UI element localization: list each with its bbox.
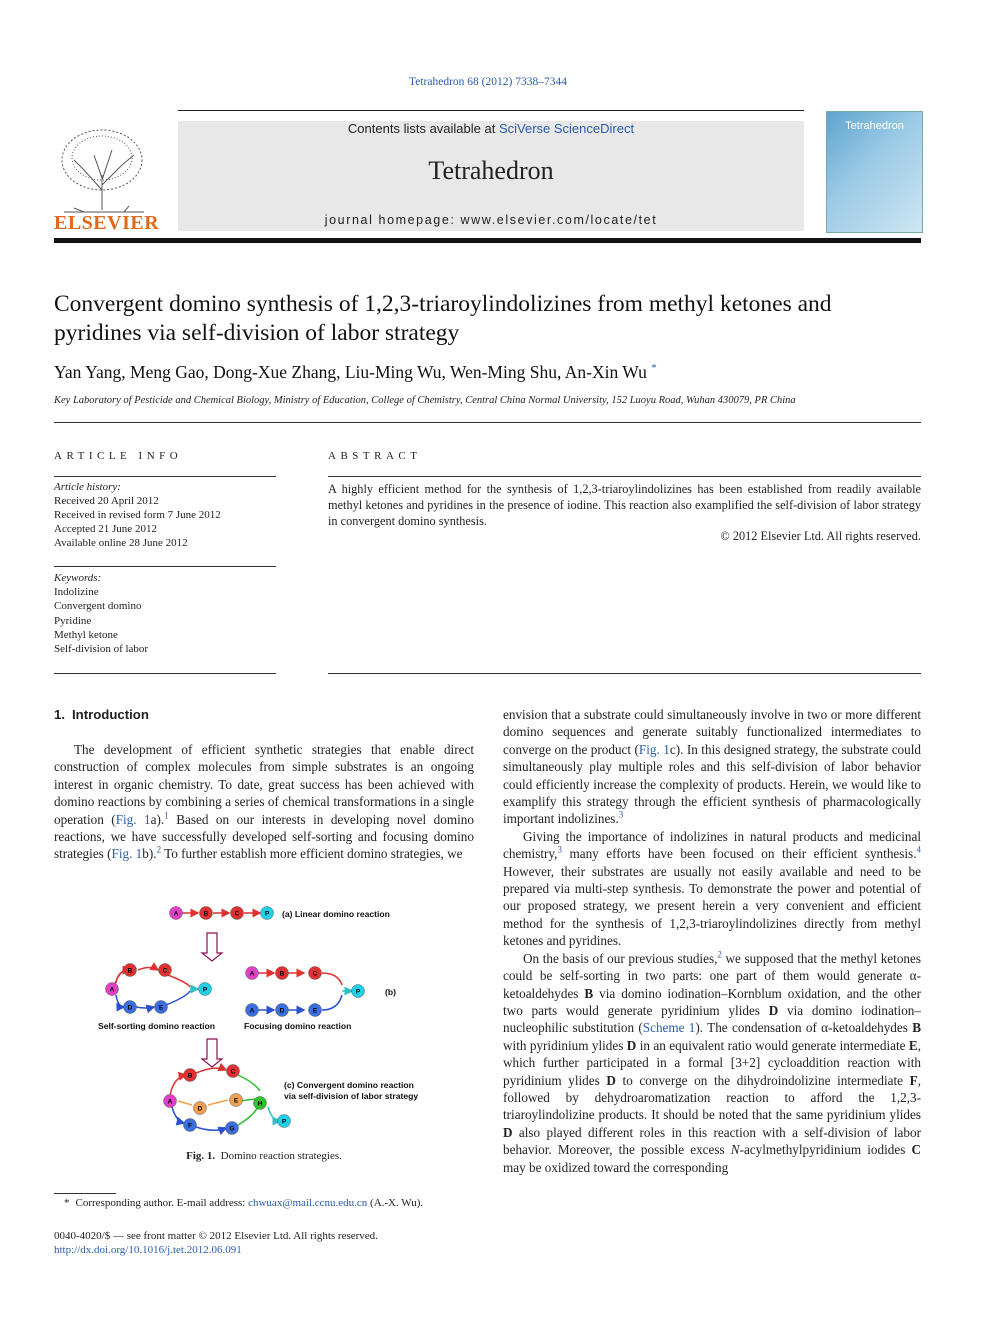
node-label: A bbox=[109, 986, 115, 994]
citation-ref[interactable]: 1 bbox=[164, 810, 169, 821]
keyword: Convergent domino bbox=[54, 600, 142, 613]
text-run: c). In this designed strategy, the substrate could simultaneously play multiple roles and this self-division of labor behavior could efficiently increase the complexity of products. Herein, we would like to examplify this strategy through the efficient synthesis of pharmacologically important indolizines. bbox=[503, 741, 922, 827]
label-b: (b) bbox=[385, 987, 396, 997]
history-item: Received 20 April 2012 bbox=[54, 495, 159, 508]
text-run: The development of efficient synthetic strategies that enable direct construction of complex molecules from simple substrates is an ongoing interest in organic chemistry. To date, great success has been achieved with domino reactions by combining a series of chemical transformations in a single operation ( bbox=[54, 742, 474, 827]
doi-link[interactable]: http://dx.doi.org/10.1016/j.tet.2012.06.091 bbox=[54, 1244, 242, 1256]
abstract-text: A highly efficient method for the synthesis of 1,2,3-triaroylindolizines has been established from readily available methyl ketones and pyridines in the presence of iodine. This reaction also examplified the self-division of labor strategy in convergent domino synthesis. bbox=[328, 482, 921, 528]
node-label: P bbox=[281, 1118, 287, 1126]
node-label: G bbox=[229, 1125, 235, 1133]
node-label: A bbox=[167, 1098, 173, 1106]
node-label: B bbox=[279, 970, 285, 978]
author-list bbox=[54, 362, 921, 383]
node-label: D bbox=[197, 1105, 203, 1113]
keywords-label: Keywords: bbox=[54, 572, 102, 584]
corresponding-mark[interactable]: * bbox=[651, 362, 657, 375]
compound-label: E bbox=[908, 1037, 918, 1053]
paragraph bbox=[503, 828, 921, 950]
text-run: to converge on the dihydroindolizine intermediate bbox=[615, 1072, 910, 1088]
elsevier-wordmark: ELSEVIER bbox=[54, 212, 160, 234]
header-thick-rule bbox=[54, 238, 921, 243]
text-run: also played different roles in this reaction with a self-division of labor behavior. Moreover, the possible excess bbox=[503, 1124, 921, 1158]
keyword: Methyl ketone bbox=[54, 628, 118, 641]
node-label: H bbox=[257, 1100, 263, 1108]
label-convergent-2: via self-division of labor strategy bbox=[284, 1091, 419, 1101]
sciencedirect-link[interactable]: SciVerse ScienceDirect bbox=[498, 121, 635, 136]
keyword: Pyridine bbox=[54, 614, 92, 627]
citation-ref[interactable]: 2 bbox=[156, 845, 162, 856]
text-run: many efforts have been focused on their efficient synthesis. bbox=[561, 846, 917, 862]
article-info-heading: ARTICLE INFO bbox=[54, 450, 183, 462]
node-label: C bbox=[230, 1068, 236, 1076]
node-label: E bbox=[312, 1007, 318, 1015]
node-label: F bbox=[188, 1122, 192, 1130]
label-convergent-1: (c) Convergent domino reaction bbox=[284, 1080, 414, 1090]
history-label: Article history: bbox=[54, 481, 121, 493]
divider bbox=[54, 422, 921, 423]
down-arrow-icon bbox=[202, 1039, 222, 1067]
compound-label: B bbox=[584, 985, 594, 1001]
divider bbox=[328, 673, 921, 674]
history-item: Received in revised form 7 June 2012 bbox=[54, 509, 221, 522]
compound-label: D bbox=[606, 1072, 616, 1088]
paragraph bbox=[54, 741, 474, 863]
history-item: Accepted 21 June 2012 bbox=[54, 523, 157, 536]
label-self-sorting: Self-sorting domino reaction bbox=[98, 1021, 215, 1031]
italic-symbol: N bbox=[730, 1142, 740, 1158]
text-run: -acylmethylpyridinium iodides bbox=[739, 1142, 912, 1158]
node-label: A bbox=[249, 1007, 255, 1015]
footnote-rule bbox=[54, 1193, 116, 1194]
right-column-text bbox=[503, 706, 921, 1176]
node-label: C bbox=[162, 967, 168, 975]
node-label: B bbox=[127, 967, 133, 975]
text-run: a). bbox=[150, 811, 165, 827]
footnote-suffix: (A.-X. Wu). bbox=[367, 1197, 424, 1209]
convergent-diagram bbox=[164, 1065, 419, 1135]
figure-ref-link[interactable]: Fig. 1 bbox=[111, 846, 143, 862]
section-heading-introduction bbox=[54, 707, 156, 722]
text-run: , followed by dehydroaromatization reaction to afford the 1,2,3-triaroylindolizine products. It should be noted that the same pyridinium ylides bbox=[503, 1072, 921, 1123]
keyword: Self-division of labor bbox=[54, 643, 149, 656]
text-run: On the basis of our previous studies, bbox=[523, 950, 718, 966]
node-label: E bbox=[233, 1097, 239, 1105]
section-title: Introduction bbox=[72, 707, 149, 722]
divider bbox=[54, 566, 276, 567]
compound-label: C bbox=[911, 1142, 921, 1158]
compound-label: F bbox=[909, 1072, 918, 1088]
compound-label: D bbox=[626, 1037, 637, 1053]
authors-text: Yan Yang, Meng Gao, Dong-Xue Zhang, Liu-Ming Wu, Wen-Ming Shu, An-Xin Wu bbox=[54, 362, 647, 382]
node-label: A bbox=[249, 970, 255, 978]
figure-1-diagram bbox=[90, 895, 470, 1145]
text-run: via domino iodination–nucleophilic substitution ( bbox=[503, 1002, 921, 1036]
node-label: E bbox=[158, 1004, 164, 1012]
text-run: To further establish more efficient domino strategies, we bbox=[161, 846, 463, 862]
footnote-mark: * bbox=[64, 1197, 70, 1209]
node-label: P bbox=[264, 910, 270, 918]
node-label: C bbox=[312, 970, 318, 978]
citation-ref[interactable]: 2 bbox=[717, 949, 722, 960]
affiliation: Key Laboratory of Pesticide and Chemical Biology, Ministry of Education, College of Chemistry, Central China Normal University, 152 Luoyu Road, Wuhan 430079, PR China bbox=[54, 395, 796, 406]
text-run: ). The condensation of α-ketoaldehydes bbox=[695, 1020, 913, 1036]
linear-domino-chain bbox=[170, 907, 390, 920]
node-label: B bbox=[187, 1072, 193, 1080]
figure-caption bbox=[54, 1150, 474, 1162]
journal-cover-image bbox=[826, 111, 923, 233]
text-run: with pyridinium ylides bbox=[503, 1037, 627, 1053]
abstract-copyright: © 2012 Elsevier Ltd. All rights reserved. bbox=[720, 529, 921, 543]
scheme-ref-link[interactable]: Scheme 1 bbox=[642, 1020, 696, 1036]
text-run: envision that a substrate could simultaneously involve in two or more different domino sequences and generate suitably functionalized intermediates to converge on the product ( bbox=[503, 707, 921, 757]
history-item: Available online 28 June 2012 bbox=[54, 537, 188, 550]
text-run: However, their substrates are usually not easily available and need to be prepared via multi-step synthesis. To demonstrate the power and potential of our proposed strategy, we present herein a very convenient and efficient method for the synthesis of 1,2,3-triaroylindolizines directly from methyl ketones and pyridines. bbox=[503, 863, 921, 949]
self-sorting-diagram bbox=[98, 964, 215, 1032]
down-arrow-icon bbox=[202, 933, 222, 961]
node-label: A bbox=[173, 910, 179, 918]
text-run: via domino iodination–Kornblum oxidation, and the other two parts would generate pyridinium ylides bbox=[503, 985, 921, 1018]
node-label: B bbox=[203, 910, 209, 918]
keyword: Indolizine bbox=[54, 586, 99, 599]
compound-label: D bbox=[768, 1002, 779, 1018]
citation-ref[interactable]: 4 bbox=[916, 844, 921, 855]
abstract-heading: ABSTRACT bbox=[328, 450, 422, 462]
journal-citation[interactable]: Tetrahedron 68 (2012) 7338–7344 bbox=[409, 76, 567, 88]
figure-caption-text: Domino reaction strategies. bbox=[220, 1150, 342, 1162]
cover-title: Tetrahedron bbox=[845, 120, 904, 132]
citation-ref[interactable]: 3 bbox=[618, 810, 624, 821]
node-label: C bbox=[234, 910, 240, 918]
compound-label: B bbox=[912, 1020, 921, 1036]
corresponding-author-footnote bbox=[54, 1197, 474, 1209]
figure-ref-link[interactable]: Fig. 1 bbox=[115, 811, 151, 827]
publication-info bbox=[54, 1229, 474, 1257]
label-focusing: Focusing domino reaction bbox=[244, 1021, 352, 1031]
text-run: we supposed that the methyl ketones could be self-sorting in two parts: one part of them would generate α-ketoaldehydes bbox=[503, 950, 921, 1001]
node-label: D bbox=[279, 1007, 285, 1015]
node-label: P bbox=[355, 988, 361, 996]
text-run: in an equivalent ratio would generate intermediate bbox=[636, 1037, 909, 1053]
text-run: Based on our interests in developing novel domino reactions, we have successfully developed self-sorting and focusing domino strategies ( bbox=[54, 811, 474, 862]
citation-ref[interactable]: 3 bbox=[557, 844, 562, 855]
label-linear: (a) Linear domino reaction bbox=[282, 909, 390, 919]
issn-line: 0040-4020/$ — see front matter © 2012 Elsevier Ltd. All rights reserved. bbox=[54, 1230, 378, 1242]
article-title: Convergent domino synthesis of 1,2,3-triaroylindolizines from methyl ketones and pyridines via self-division of labor strategy bbox=[54, 291, 832, 346]
divider bbox=[54, 673, 276, 674]
header-rule bbox=[178, 110, 804, 111]
keywords bbox=[54, 571, 276, 656]
text-run: may be oxidized toward the corresponding bbox=[503, 1159, 729, 1175]
journal-name: Tetrahedron bbox=[428, 156, 554, 185]
left-column-text bbox=[54, 741, 474, 863]
text-run: , which further participated in a formal [3+2] cycloaddition reaction with pyridinium ylides bbox=[503, 1037, 921, 1088]
footnote-text: Corresponding author. E-mail address: bbox=[75, 1197, 249, 1209]
compound-label: D bbox=[503, 1124, 513, 1140]
divider bbox=[328, 476, 921, 477]
divider bbox=[54, 476, 276, 477]
figure-ref-link[interactable]: Fig. 1 bbox=[638, 741, 670, 757]
node-label: P bbox=[202, 986, 208, 994]
paragraph bbox=[503, 706, 921, 828]
text-run: Giving the importance of indolizines in natural products and medicinal chemistry, bbox=[503, 828, 921, 862]
article-history bbox=[54, 480, 276, 550]
node-label: D bbox=[127, 1004, 133, 1012]
focusing-diagram bbox=[244, 967, 396, 1032]
author-email-link[interactable]: chwuax@mail.ccnu.edu.cn bbox=[248, 1197, 368, 1209]
text-run: b). bbox=[142, 846, 157, 862]
journal-homepage[interactable]: journal homepage: www.elsevier.com/locate/tet bbox=[324, 213, 658, 227]
contents-line bbox=[178, 121, 804, 136]
paragraph bbox=[503, 950, 921, 1176]
contents-prefix: Contents lists available at bbox=[347, 121, 499, 136]
section-number: 1. bbox=[54, 707, 65, 722]
figure-caption-label: Fig. 1. bbox=[186, 1150, 216, 1162]
